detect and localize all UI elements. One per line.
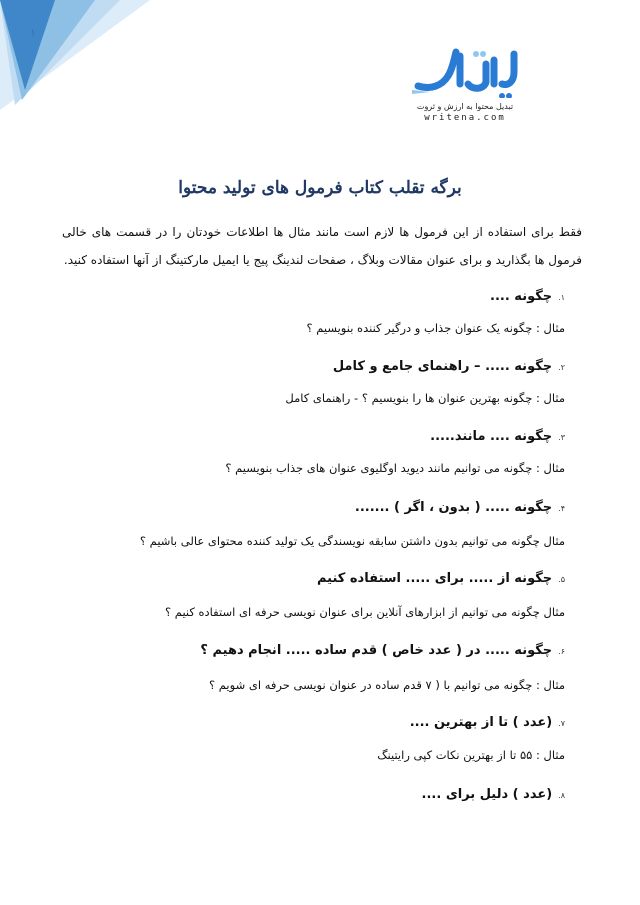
formula-example: مثال چگونه می توانیم از ابزارهای آنلاین برای عنوان نویسی حرفه ای استفاده کنیم ؟ xyxy=(165,605,565,619)
formula-number: ۸. xyxy=(558,791,565,800)
brand-logo xyxy=(410,46,520,126)
formula-number: ۱. xyxy=(558,293,565,302)
formula-text: چگونه .... مانند..... xyxy=(430,429,553,444)
writena-logo-mark xyxy=(410,46,520,98)
formula-text: چگونه ..... در ( عدد خاص ) قدم ساده ..... انجام دهیم ؟ xyxy=(200,643,553,658)
formula-number: ۷. xyxy=(558,719,565,728)
formula-number: ۴. xyxy=(558,504,565,513)
formula-example: مثال : ۵۵ تا از بهترین نکات کپی رایتینگ xyxy=(377,748,565,762)
formula-text: چگونه از ..... برای ..... استفاده کنیم xyxy=(316,571,553,586)
formula-text: چگونه ..... – راهنمای جامع و کامل xyxy=(332,359,553,374)
formula-item xyxy=(65,497,565,520)
logo-tagline: تبدیل محتوا به ارزش و ثروت xyxy=(416,102,514,111)
formula-item xyxy=(65,568,565,591)
formula-example: مثال چگونه می توانیم بدون داشتن سابقه نویسندگی یک تولید کننده محتوای عالی باشیم ؟ xyxy=(139,534,565,548)
formula-example: مثال : چگونه می توانیم مانند دیوید اوگلیوی عنوان های جذاب بنویسیم ؟ xyxy=(225,461,565,475)
page-number: ۱ xyxy=(30,26,36,39)
formula-text: چگونه .... xyxy=(490,289,553,304)
formula-item xyxy=(65,640,565,663)
formula-text: (عدد ) تا از بهترین .... xyxy=(409,715,553,730)
formula-example: مثال : چگونه می توانیم با ( ۷ قدم ساده در عنوان نویسی حرفه ای شویم ؟ xyxy=(209,678,565,692)
formula-number: ۲. xyxy=(558,363,565,372)
corner-decoration xyxy=(0,0,150,110)
formula-item xyxy=(65,356,565,379)
document-title: برگه تقلب کتاب فرمول های تولید محتوا xyxy=(178,178,462,198)
formula-item xyxy=(65,426,565,449)
logo-url: writena.com xyxy=(424,113,506,123)
formula-text: (عدد ) دلیل برای .... xyxy=(421,787,553,802)
formula-number: ۳. xyxy=(558,433,565,442)
formula-item xyxy=(65,286,565,309)
formula-item xyxy=(65,784,565,807)
formula-example: مثال : چگونه بهترین عنوان ها را بنویسیم ؟ - راهنمای کامل xyxy=(285,391,565,405)
formula-text: چگونه ..... ( بدون ، اگر ) ....... xyxy=(354,500,553,515)
formula-example: مثال : چگونه یک عنوان جذاب و درگیر کننده بنویسیم ؟ xyxy=(306,321,565,335)
formula-number: ۵. xyxy=(558,575,565,584)
formula-number: ۶. xyxy=(558,647,565,656)
intro-paragraph: فقط برای استفاده از این فرمول ها لازم است مانند مثال ها اطلاعات خودتان را در قسمت های خالی فرمول ها بگذارید و برای عنوان مقالات وبلاگ ، صفحات لندینگ پیج یا ایمیل مارکتینگ از آنها استفاده کنید. xyxy=(62,225,582,267)
formula-item xyxy=(65,712,565,735)
